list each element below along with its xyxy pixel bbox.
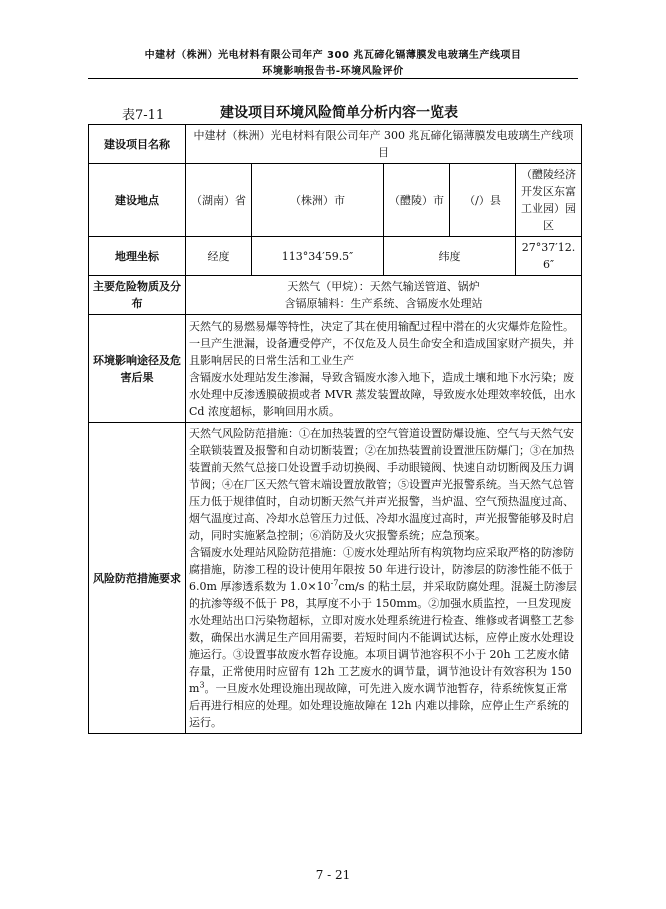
table-title: 建设项目环境风险简单分析内容一览表 (220, 105, 458, 121)
table-row-project-name (89, 125, 582, 164)
location-province: （湖南）省 (186, 164, 252, 237)
header-divider (88, 78, 578, 79)
project-name-label: 建设项目名称 (89, 125, 186, 164)
page-number: 7 - 21 (315, 868, 351, 882)
doc-header-title: 中建材（株洲）光电材料有限公司年产 300 兆瓦碲化镉薄膜发电玻璃生产线项目 (144, 50, 522, 61)
measures-paragraph-2 (189, 544, 578, 731)
measures-value (186, 423, 582, 734)
hazards-label: 主要危险物质及分布 (89, 276, 186, 315)
volume-exponent: 3 (199, 680, 205, 690)
location-district: （醴陵）市 (384, 164, 450, 237)
table-row-pathways (89, 315, 582, 423)
location-label: 建设地点 (89, 164, 186, 237)
measures-para2-part-a: 含镉废水处理站风险防范措施：①废水处理站所有构筑物均应采取严格的防渗防腐措施，防渗工程的设计使用年限按 50 年进行设计，防渗层的防渗性能不低于 6.0m 厚渗透系数为 1.0×10 (189, 546, 574, 593)
doc-header-subtitle: 环境影响报告书-环境风险评价 (262, 66, 404, 77)
longitude-value: 113°34′59.5″ (252, 237, 384, 276)
pathways-paragraph-2: 含镉废水处理站发生渗漏，导致含镉废水渗入地下，造成土壤和地下水污染；废水处理中反渗透膜破损或者 MVR 蒸发装置故障，导致废水处理效率较低，出水 Cd 浓度超标，影响回用水质。 (189, 370, 576, 418)
hazards-line-1: 天然气（甲烷）：天然气输送管道、锅炉 (287, 280, 480, 293)
table-row-coordinates (89, 237, 582, 276)
measures-paragraph-1: 天然气风险防范措施：①在加热装置的空气管道设置防爆设施、空气与天然气安全联锁装置及报警和自动切断装置；②在加热装置前设置泄压防爆门；③在加热装置前天然气总接口处设置手动切换阀、手动眼镜阀、快速自动切断阀及压力调节阀；④在厂区天然气管末端设置放散管；⑤设置声光报警系统。当天然气总管压力低于规律值时，自动切断天然气并声光报警，当炉温、空气预热温度过高、烟气温度过高、冷却水总管压力过低、冷却水温度过高时，声光报警能够及时启动，同时实施紧急控制；⑥消防及火灾报警系统；应急预案。 (189, 427, 574, 542)
pathways-paragraph-1: 天然气的易燃易爆等特性，决定了其在使用输配过程中潜在的火灾爆炸危险性。一旦产生泄漏，设备遭受停产，不仅危及人员生命安全和造成国家财产损失，并且影响居民的日常生活和工业生产 (189, 319, 574, 367)
location-county: （/）县 (450, 164, 516, 237)
risk-analysis-table (88, 124, 582, 734)
measures-para2-part-c: 。一旦废水处理设施出现故障，可先进入废水调节池暂存，待系统恢复正常后再进行相应的处理。如处理设施故障在 12h 内难以排除，应停止生产系统的运行。 (189, 682, 570, 729)
pathways-label: 环境影响途径及危害后果 (89, 315, 186, 423)
latitude-value: 27°37′12.6″ (516, 237, 582, 276)
permeability-exponent: -7 (330, 578, 339, 588)
project-name-value: 中建材（株洲）光电材料有限公司年产 300 兆瓦碲化镉薄膜发电玻璃生产线项目 (186, 125, 582, 164)
location-park: （醴陵经济开发区东富工业园）园区 (516, 164, 582, 237)
hazards-value (186, 276, 582, 315)
table-row-hazards (89, 276, 582, 315)
table-row-measures (89, 423, 582, 734)
measures-para2-part-b: cm/s 的粘土层，并采取防腐处理。混凝土防渗层的抗渗等级不低于 P8，其厚度不小于 150mm。②加强水质监控，一旦发现废水处理站出口污染物超标，立即对废水处理系统进行检查、维修或者调整工艺参数，确保出水满足生产回用需要，若短时间内不能调试达标，应停止废水处理设施运行。③设置事故废水暂存设施。本项目调节池容积不小于 20h 工艺废水储存量，正常使用时应留有 12h 工艺废水的调节量，调节池设计有效容积为 150 m (189, 580, 577, 695)
pathways-value (186, 315, 582, 423)
table-number: 表7-11 (122, 108, 165, 123)
table-row-location (89, 164, 582, 237)
measures-label: 风险防范措施要求 (89, 423, 186, 734)
latitude-label: 纬度 (384, 237, 516, 276)
hazards-line-2: 含镉原辅料：生产系统、含镉废水处理站 (284, 297, 483, 310)
coordinates-label: 地理坐标 (89, 237, 186, 276)
location-city: （株洲）市 (252, 164, 384, 237)
longitude-label: 经度 (186, 237, 252, 276)
